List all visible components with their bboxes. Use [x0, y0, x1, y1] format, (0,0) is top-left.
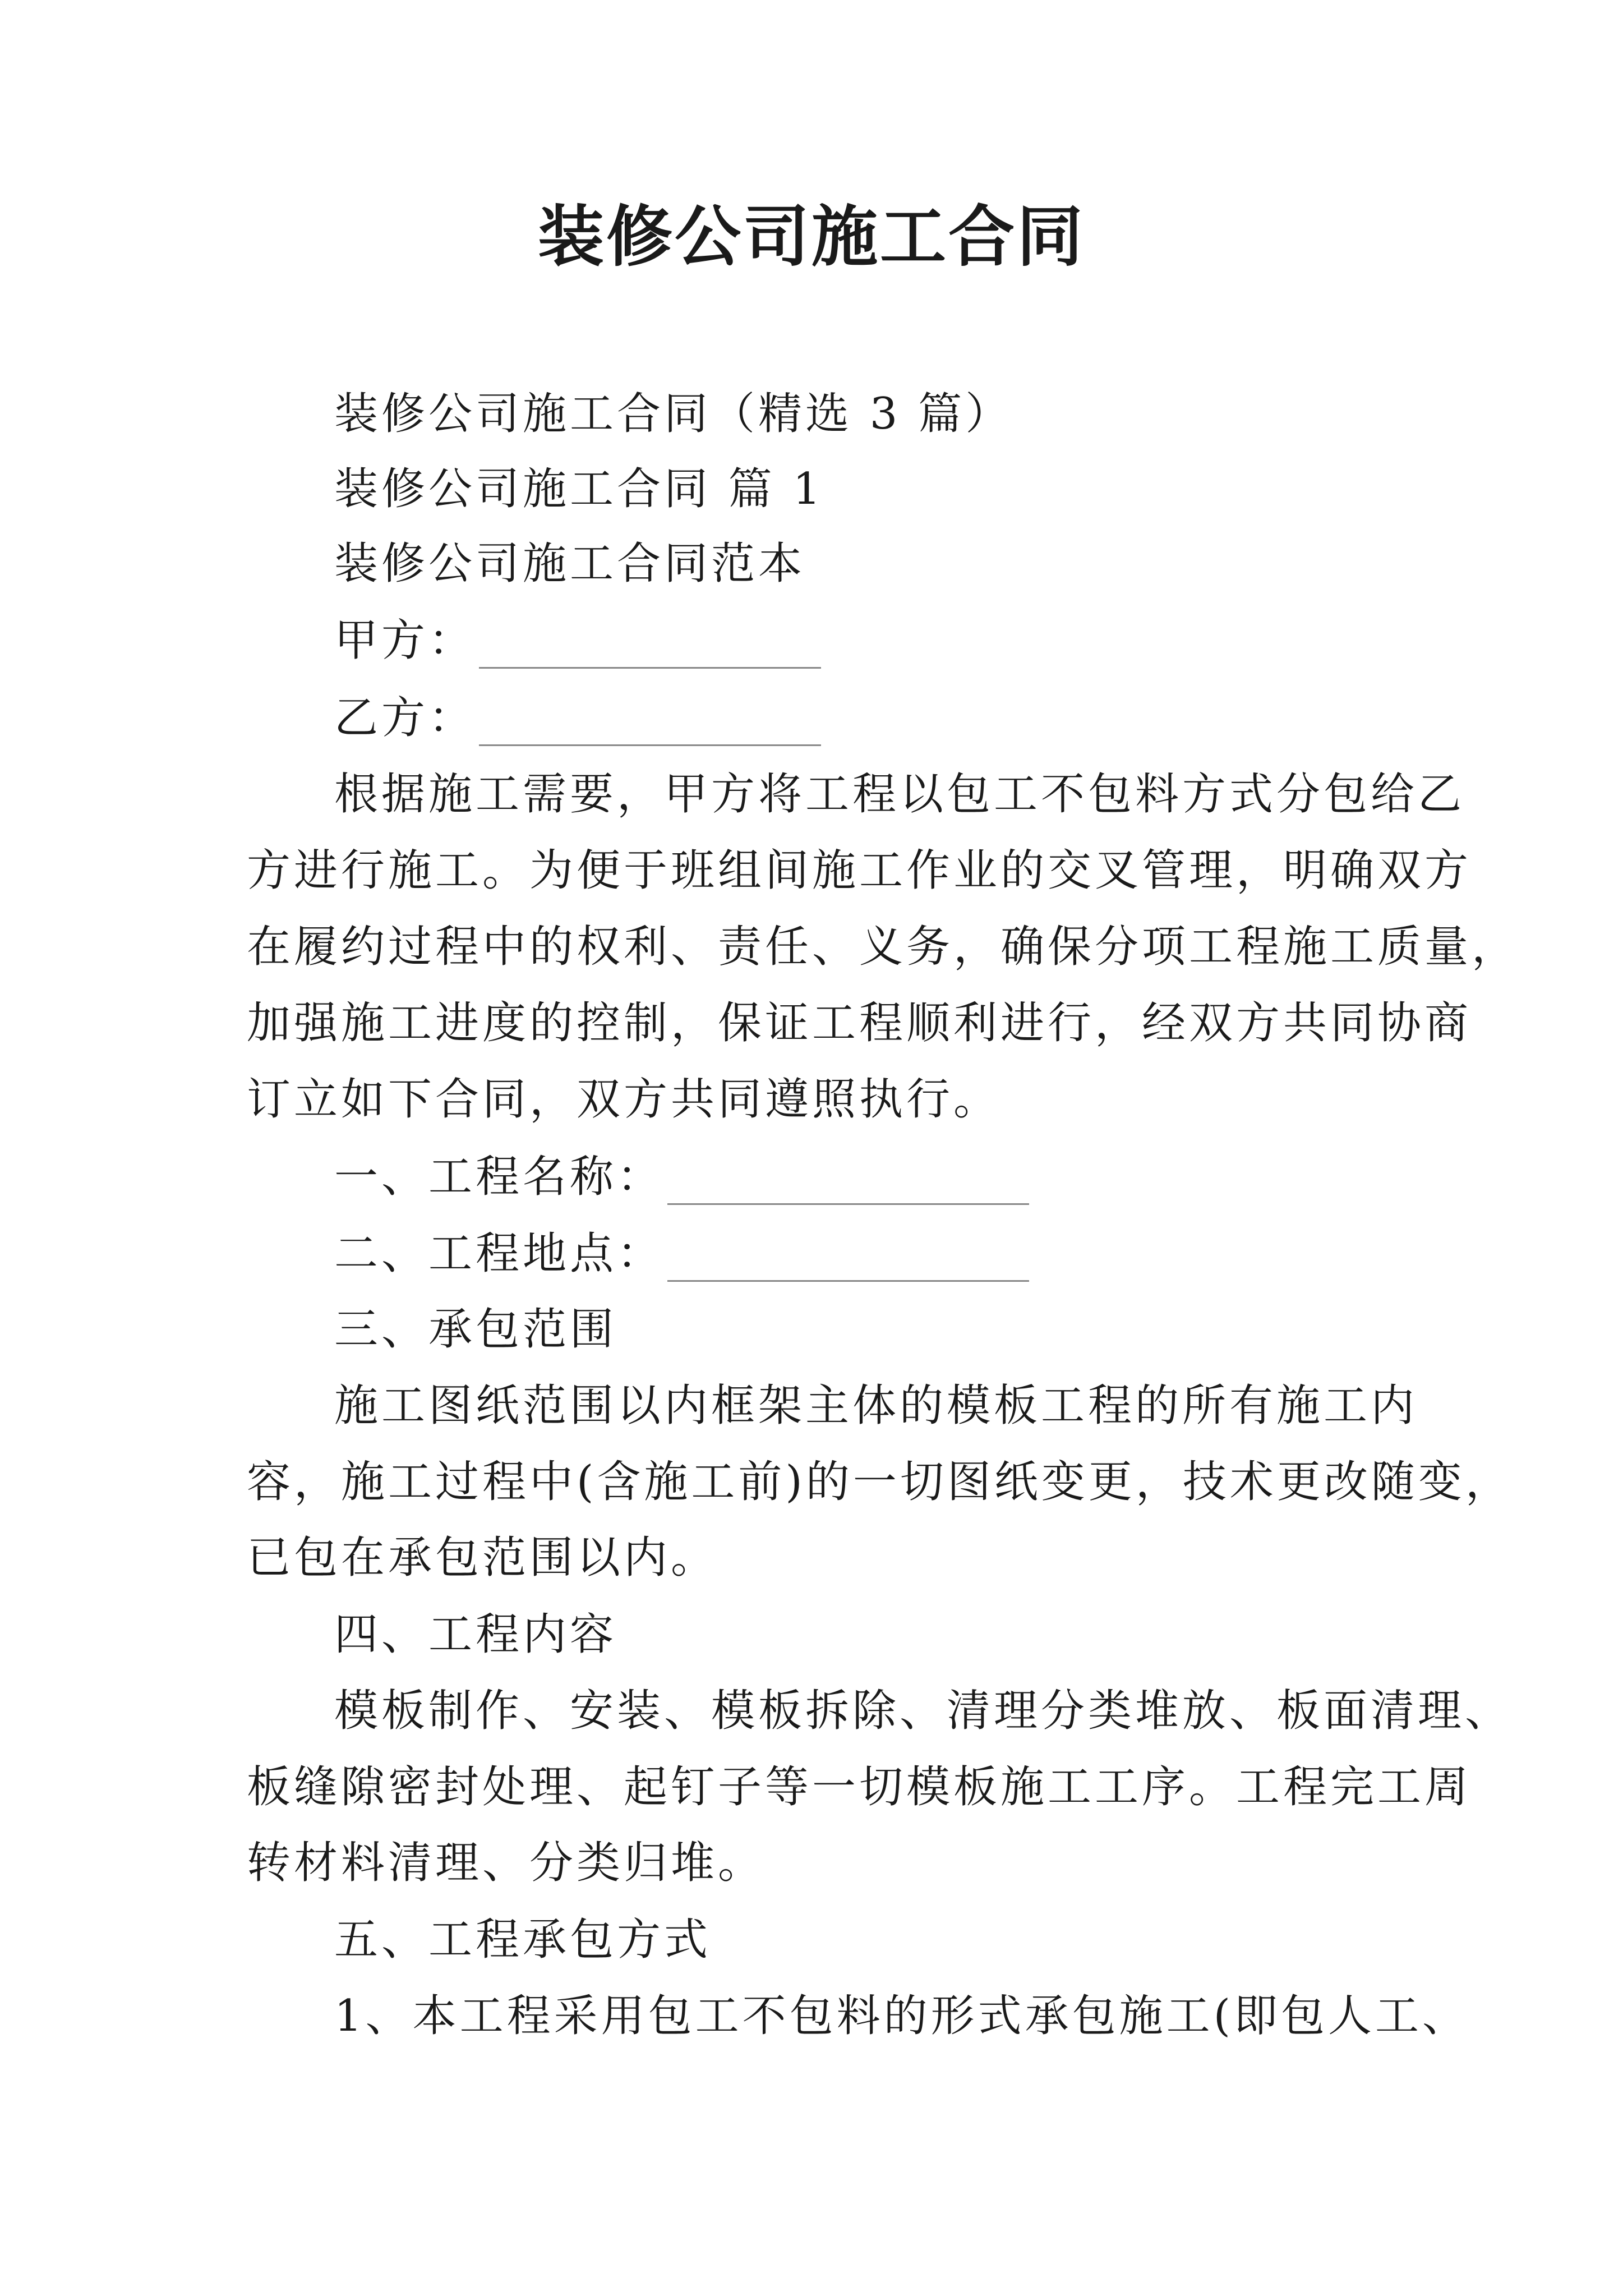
project-location-blank	[667, 1241, 1029, 1282]
paragraph-line: 根据施工需要，甲方将工程以包工不包料方式分包给乙	[334, 769, 1465, 820]
document-title: 装修公司施工合同	[537, 197, 1085, 275]
paragraph-line: 转材料清理、分类归堆。	[247, 1838, 766, 1888]
section-heading: 五、工程承包方式	[334, 1915, 712, 1965]
section-heading: 三、承包范围	[334, 1304, 617, 1355]
project-location-row	[334, 1226, 1029, 1282]
section-heading: 装修公司施工合同 篇 1	[334, 464, 824, 514]
paragraph-line: 方进行施工。为便于班组间施工作业的交叉管理，明确双方	[247, 845, 1472, 896]
template-heading: 装修公司施工合同范本	[334, 539, 806, 589]
subtitle-line: 装修公司施工合同（精选 3 篇）	[334, 389, 1013, 439]
paragraph-line: 在履约过程中的权利、责任、义务，确保分项工程施工质量，	[247, 922, 1519, 972]
section-heading: 四、工程内容	[334, 1609, 617, 1660]
paragraph-line: 容，施工过程中(含施工前)的一切图纸变更，技术更改随变，	[247, 1457, 1513, 1507]
project-name-row	[334, 1149, 1029, 1205]
project-location-label: 二、工程地点：	[334, 1228, 665, 1279]
party-b-blank	[479, 705, 821, 746]
project-name-blank	[667, 1164, 1029, 1205]
paragraph-line: 模板制作、安装、模板拆除、清理分类堆放、板面清理、	[334, 1686, 1513, 1736]
party-b-label: 乙方：	[334, 693, 476, 743]
project-name-label: 一、工程名称：	[334, 1152, 665, 1202]
paragraph-line: 加强施工进度的控制，保证工程顺利进行，经双方共同协商	[247, 998, 1472, 1048]
paragraph-line: 订立如下合同，双方共同遵照执行。	[247, 1074, 1001, 1125]
party-a-label: 甲方：	[334, 615, 476, 666]
paragraph-line: 1、本工程采用包工不包料的形式承包施工(即包人工、	[334, 1991, 1470, 2041]
paragraph-line: 已包在承包范围以内。	[247, 1533, 718, 1583]
party-a-row	[334, 613, 821, 669]
paragraph-line: 施工图纸范围以内框架主体的模板工程的所有施工内	[334, 1381, 1418, 1431]
party-b-row	[334, 690, 821, 746]
party-a-blank	[479, 628, 821, 669]
paragraph-line: 板缝隙密封处理、起钉子等一切模板施工工序。工程完工周	[247, 1762, 1472, 1812]
